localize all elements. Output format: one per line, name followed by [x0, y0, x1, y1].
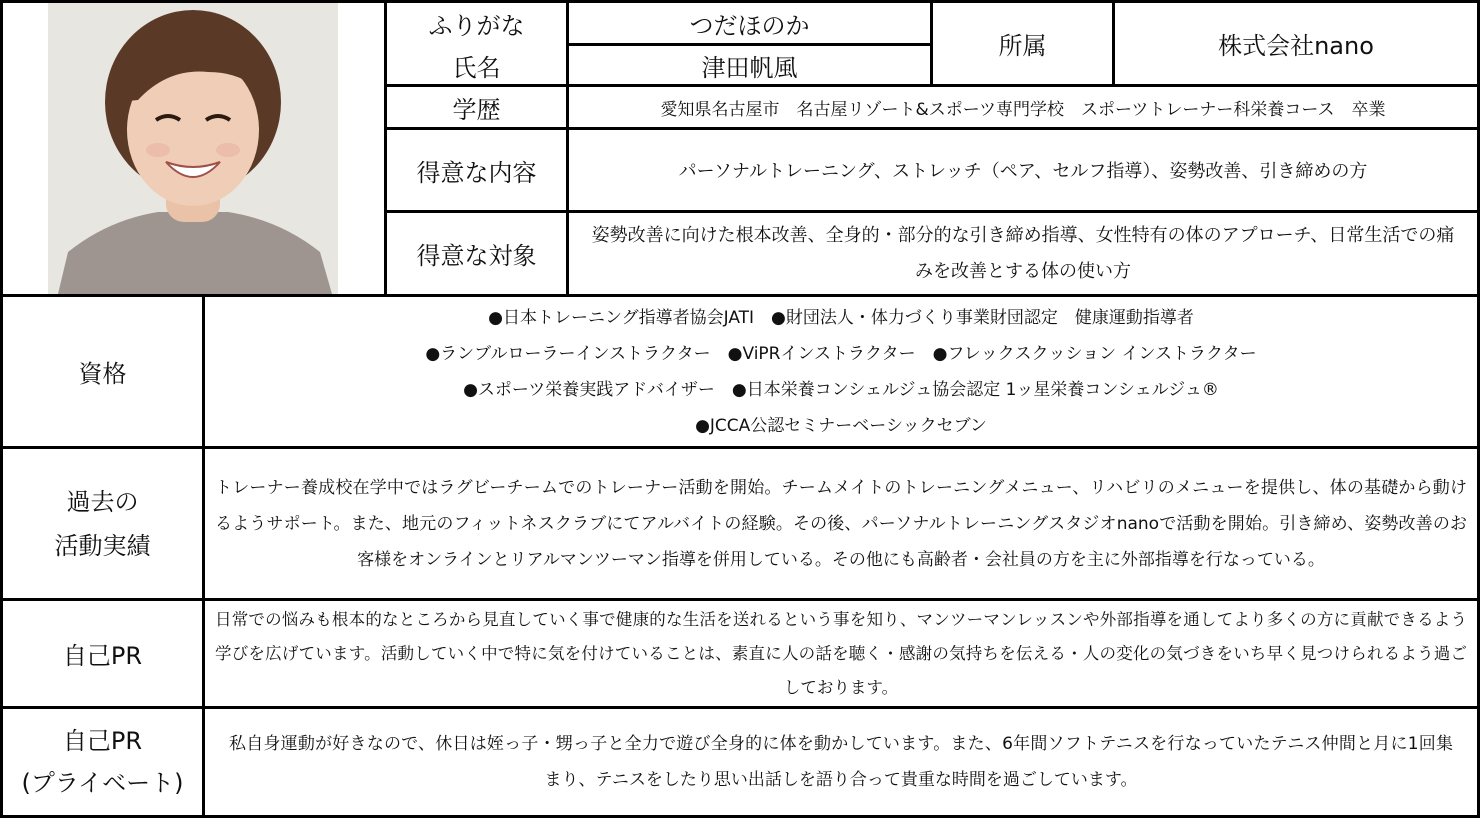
history-label	[3, 449, 202, 598]
qualification-line: ●ランブルローラーインストラクター ●ViPRインストラクター ●フレックスクッション インストラクター	[425, 343, 1257, 364]
target-value: 姿勢改善に向けた根本改善、全身的・部分的な引き締め指導、女性特有の体のアプローチ、日常生活での痛みを改善とする体の使い方	[591, 224, 1455, 282]
qualifications-label: 資格	[78, 360, 127, 388]
qualification-line: ●JCCA公認セミナーベーシックセブン	[695, 415, 987, 436]
furigana-label: ふりがな	[428, 11, 525, 40]
specialty-value: パーソナルトレーニング、ストレッチ（ペア、セルフ指導）、姿勢改善、引き締めの方	[678, 161, 1368, 182]
target-value-cell	[569, 213, 1477, 294]
history-label-line1: 過去の	[66, 487, 139, 516]
self-pr-label: 自己PR	[62, 642, 143, 670]
name-label: 氏名	[452, 53, 501, 82]
private-pr-label-line1: 自己PR	[62, 727, 143, 755]
education-value: 愛知県名古屋市 名古屋リゾート&スポーツ専門学校 スポーツトレーナー科栄養コース 卒業	[660, 99, 1386, 120]
target-label: 得意な対象	[416, 242, 537, 270]
specialty-label: 得意な内容	[416, 158, 537, 187]
qualifications-list	[205, 297, 1477, 446]
private-pr-text: 私自身運動が好きなので、休日は姪っ子・甥っ子と全力で遊び全身的に体を動かしています。また、6年間ソフトテニスを行なっていたテニス仲間と月に1回集まり、テニスをしたり思い出話しを語り合って貴重な時間を過ごしています。	[229, 734, 1453, 790]
qualification-line: ●スポーツ栄養実践アドバイザー ●日本栄養コンシェルジュ協会認定 1ッ星栄養コンシェルジュ®	[463, 379, 1219, 400]
private-pr-text-cell	[205, 709, 1477, 815]
history-text-cell	[205, 449, 1477, 598]
private-pr-label	[3, 709, 202, 815]
history-label-line2: 活動実績	[54, 531, 151, 560]
private-pr-label-line2: (プライベート)	[21, 769, 184, 797]
portrait-illustration	[48, 2, 338, 294]
name-value: 津田帆風	[701, 53, 798, 82]
self-pr-text-cell	[205, 601, 1477, 706]
furigana-value: つだほのか	[689, 11, 810, 40]
affiliation-value: 株式会社nano	[1218, 32, 1374, 60]
self-pr-text: 日常での悩みも根本的なところから見直していく事で健康的な生活を送れるという事を知り、マンツーマンレッスンや外部指導を通してより多くの方に貢献できるよう学びを広げています。活動していく中で特に気を付けていることは、素直に人の話を聴く・感謝の気持ちを伝える・人の変化の気づきをいち早く見つけられるよう過ごしております。	[215, 609, 1467, 697]
affiliation-label: 所属	[998, 32, 1047, 60]
history-text: トレーナー養成校在学中ではラグビーチームでのトレーナー活動を開始。チームメイトのトレーニングメニュー、リハビリのメニューを提供し、体の基礎から動けるようサポート。また、地元のフィットネスクラブにてアルバイトの経験。その後、パーソナルトレーニングスタジオnanoで活動を開始。引き締め、姿勢改善のお客様をオンラインとリアルマンツーマン指導を併用している。その他にも高齢者・会社員の方を主に外部指導を行なっている。	[215, 477, 1467, 570]
profile-photo	[48, 2, 338, 294]
qualification-line: ●日本トレーニング指導者協会JATI ●財団法人・体力づくり事業財団認定 健康運動指導者	[488, 307, 1194, 328]
education-label: 学歴	[452, 95, 501, 124]
